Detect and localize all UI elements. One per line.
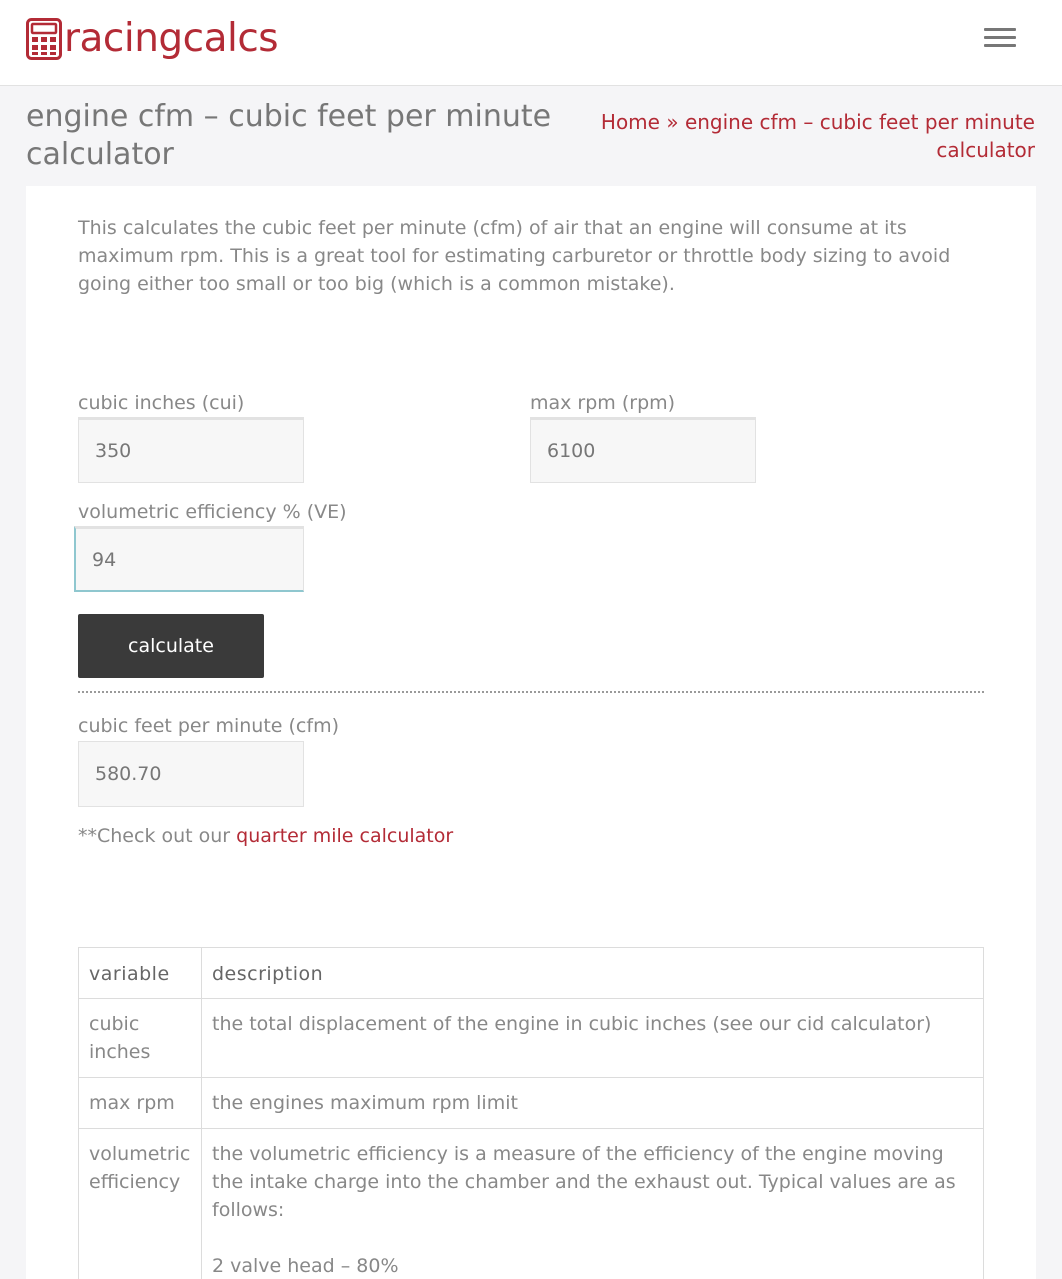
table-header-variable: variable — [79, 948, 202, 999]
table-header-description: description — [202, 948, 984, 999]
table-cell-description: the engines maximum rpm limit — [202, 1078, 984, 1129]
note-prefix: **Check out our — [78, 825, 237, 847]
volumetric-efficiency-input[interactable] — [74, 526, 304, 592]
table-header-row — [79, 948, 984, 999]
breadcrumb-separator: » — [666, 110, 679, 134]
site-logo[interactable] — [26, 18, 278, 60]
table-row — [79, 1078, 984, 1129]
table-row — [79, 999, 984, 1078]
cfm-result-label: cubic feet per minute (cfm) — [78, 715, 339, 737]
hamburger-menu-icon[interactable] — [984, 28, 1016, 50]
cubic-inches-input[interactable] — [78, 417, 304, 483]
table-cell-variable: volumetric efficiency — [79, 1129, 202, 1279]
quarter-mile-calculator-link[interactable]: quarter mile calculator — [236, 825, 454, 847]
table-cell-description — [202, 1129, 984, 1279]
breadcrumb-current: engine cfm – cubic feet per minute calculator — [684, 110, 1035, 162]
volumetric-efficiency-label: volumetric efficiency % (VE) — [78, 501, 347, 523]
cfm-result-field: 580.70 — [78, 741, 304, 807]
variables-table — [78, 947, 984, 1279]
site-header — [0, 0, 1062, 86]
table-cell-variable: cubic inches — [79, 999, 202, 1078]
ve-typical-value: 2 valve head – 80% — [212, 1255, 399, 1277]
calculator-icon — [26, 18, 62, 60]
breadcrumb-home-link[interactable]: Home — [600, 110, 660, 134]
table-cell-variable: max rpm — [79, 1078, 202, 1129]
intro-text: This calculates the cubic feet per minute (cfm) of air that an engine will consume at its maximum rpm. This is a great tool for estimating carburetor or throttle body sizing to avoid going either too small or too big (which is a common mistake). — [78, 217, 951, 295]
max-rpm-input[interactable] — [530, 417, 756, 483]
logo-text: racingcalcs — [64, 16, 279, 61]
main-content — [26, 186, 1036, 1279]
breadcrumb — [595, 108, 1035, 164]
quarter-mile-note — [78, 823, 453, 849]
table-row — [79, 1129, 984, 1279]
max-rpm-label: max rpm (rpm) — [530, 392, 676, 414]
ve-description-text: the volumetric efficiency is a measure of the efficiency of the engine moving the intake charge into the chamber and the exhaust out. Typical values are as follows: — [212, 1143, 956, 1221]
cubic-inches-label: cubic inches (cui) — [78, 392, 245, 414]
page-title: engine cfm – cubic feet per minute calculator — [26, 99, 552, 172]
calculate-button[interactable]: calculate — [78, 614, 264, 678]
table-cell-description: the total displacement of the engine in cubic inches (see our cid calculator) — [202, 999, 984, 1078]
divider — [78, 691, 984, 693]
